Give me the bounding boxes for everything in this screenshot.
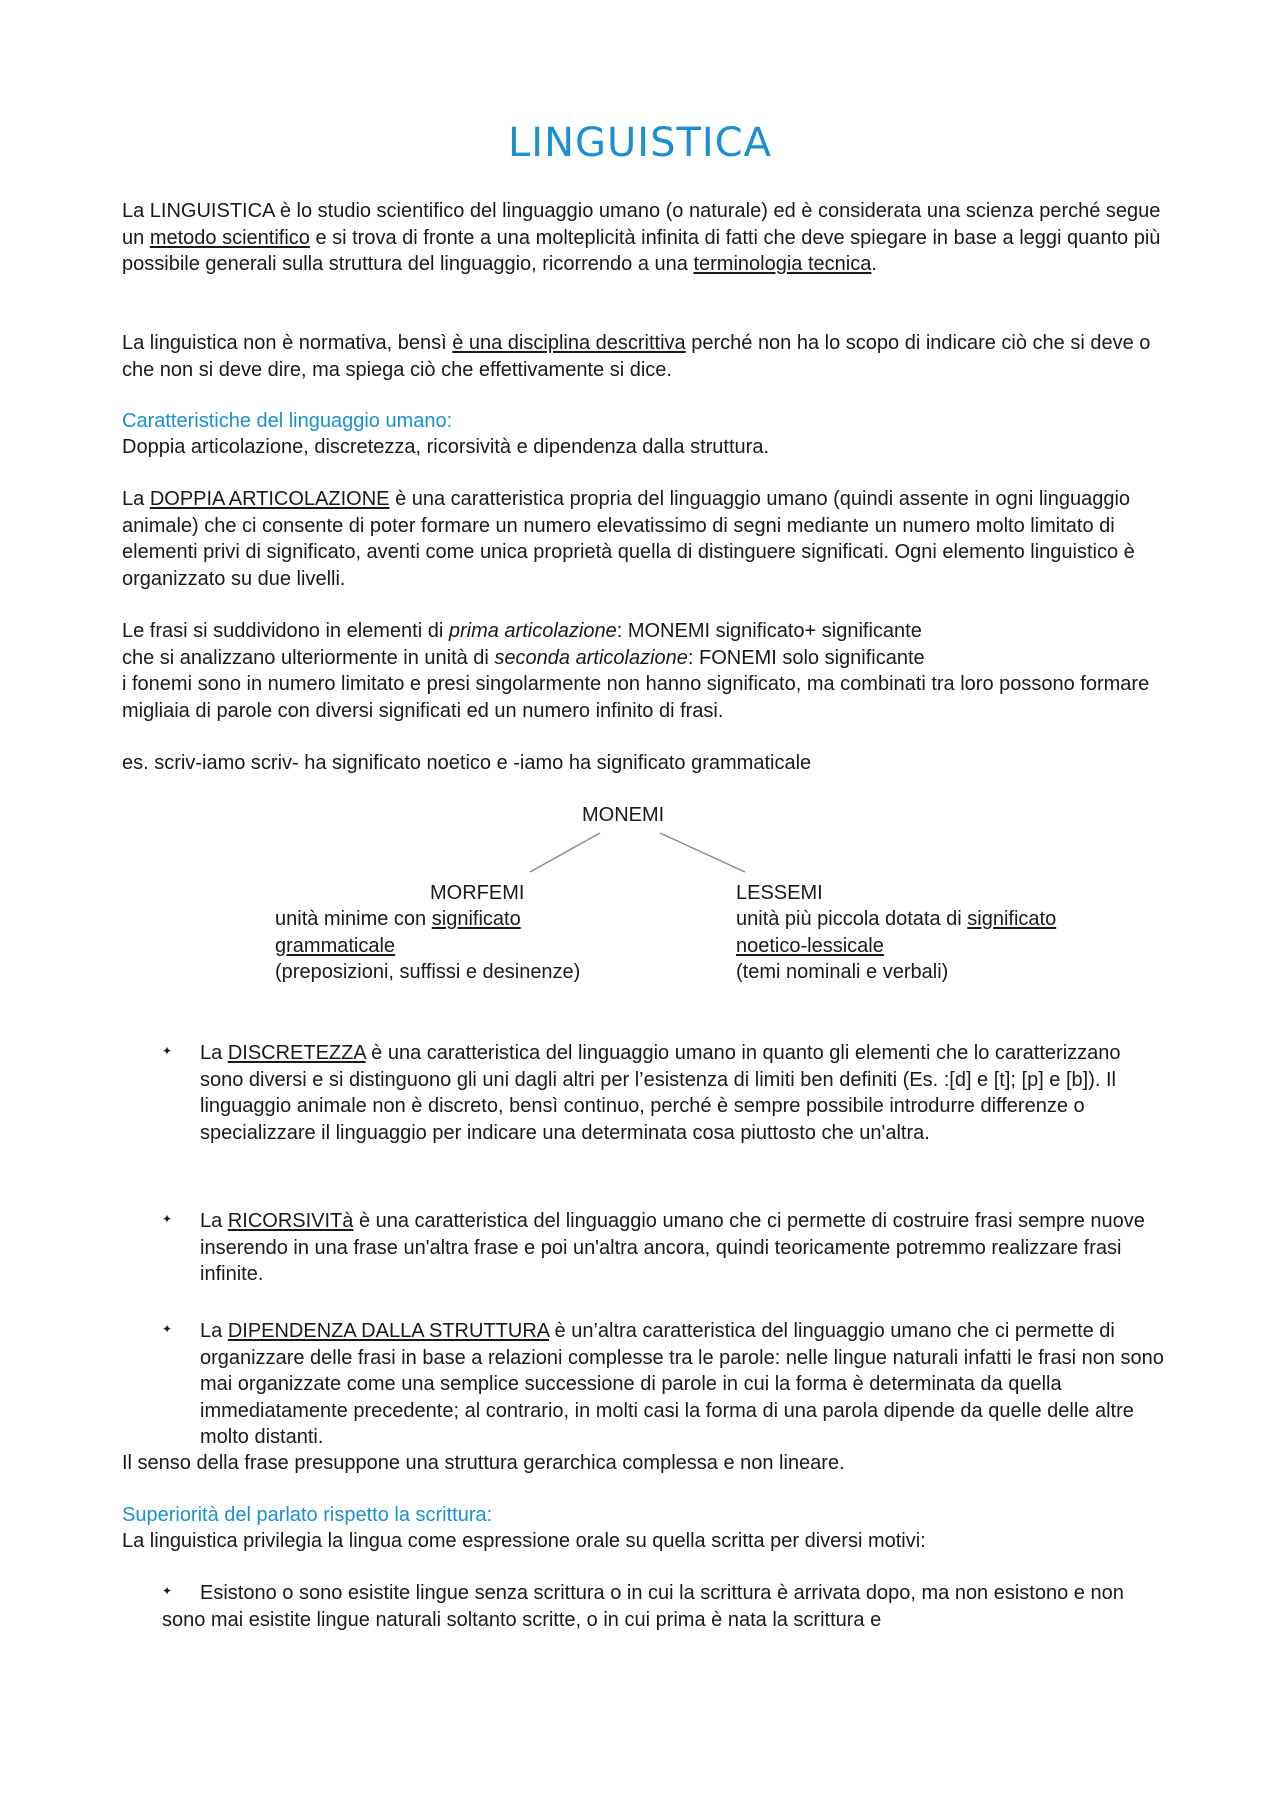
- characteristics-list: Doppia articolazione, discretezza, ricorsività e dipendenza dalla struttura.: [122, 436, 770, 458]
- bullet-dipendenza: La DIPENDENZA DALLA STRUTTURA è un’altra caratteristica del linguaggio umano che ci permette di organizzare delle frasi in base a relazioni complesse tra le parole: nelle lingue naturali infatti le frasi non sono mai organizzate come una semplice successione di parole in cui la forma è determinata da quella immediatamente precedente; al contrario, in molti casi la forma di una parola dipende da quelle delle altre molto distanti.: [200, 1320, 1164, 1448]
- bullet-icon: ✦: [162, 1322, 173, 1336]
- page-title: LINGUISTICA: [508, 120, 772, 166]
- section-heading-speech: Superiorità del parlato rispetto la scrittura:: [122, 1504, 493, 1526]
- underlined-term: DOPPIA ARTICOLAZIONE: [149, 488, 390, 510]
- underlined-term: DIPENDENZA DALLA STRUTTURA: [227, 1320, 549, 1342]
- underlined-term: terminologia tecnica: [693, 253, 872, 275]
- diagram-branch-lines: [520, 828, 760, 878]
- underlined-term: RICORSIVITà: [227, 1210, 354, 1232]
- bullet-icon: ✦: [162, 1212, 173, 1226]
- double-articulation-paragraph: La DOPPIA ARTICOLAZIONE è una caratteristica propria del linguaggio umano (quindi assente in ogni linguaggio animale) che ci consente di poter formare un numero elevatissimo di segni mediante un numero molto limitato di elementi privi di significato, aventi come unica proprietà quella di distinguere significati. Ogni elemento linguistico è organizzato su due livelli.: [122, 488, 1135, 590]
- diagram-root-label: MONEMI: [582, 804, 665, 826]
- bullet-spoken-languages: Esistono o sono esistite lingue senza scrittura o in cui la scrittura è arrivata dopo, ma non esistono e non sono mai esistite lingue naturali soltanto scritte, o in cui prima è nata la scrittura e: [162, 1582, 1124, 1631]
- hierarchy-sentence: Il senso della frase presuppone una struttura gerarchica complessa e non lineare.: [122, 1452, 845, 1474]
- morfemi-label: MORFEMI: [430, 882, 525, 904]
- articulation-paragraph: Le frasi si suddividono in elementi di prima articolazione: MONEMI significato+ significante che si analizzano ulteriormente in unità di seconda articolazione: FONEMI solo significante i fonemi sono in numero limitato e presi singolarmente non hanno significato, ma combinati tra loro possono formare migliaia di parole con diversi significati ed un numero infinito di frasi.: [122, 620, 1150, 722]
- morfemi-description: unità minime con significato grammaticale (preposizioni, suffissi e desinenze): [275, 908, 581, 983]
- bullet-icon: ✦: [162, 1044, 173, 1058]
- bullet-ricorsivita: La RICORSIVITà è una caratteristica del linguaggio umano che ci permette di costruire frasi sempre nuove inserendo in una frase un'altra frase e poi un'altra ancora, quindi teoricamente potremmo realizzare frasi infinite.: [200, 1210, 1145, 1285]
- lessemi-label: LESSEMI: [736, 882, 823, 904]
- underlined-term: è una disciplina descrittiva: [452, 332, 686, 354]
- speech-intro: La linguistica privilegia la lingua come espressione orale su quella scritta per diversi motivi:: [122, 1530, 926, 1552]
- bullet-discretezza: La DISCRETEZZA è una caratteristica del linguaggio umano in quanto gli elementi che lo caratterizzano sono diversi e si distinguono gli uni dagli altri per l’esistenza di limiti ben definiti (Es. :[d] e [t]; [p] e [b]). Il linguaggio animale non è discreto, bensì continuo, perché è sempre possibile introdurre differenze o specializzare il linguaggio per indicare una determinata cosa piuttosto che un'altra.: [200, 1042, 1121, 1144]
- right-branch-line: [660, 833, 745, 872]
- section-heading-characteristics: Caratteristiche del linguaggio umano:: [122, 410, 453, 432]
- left-branch-line: [530, 833, 600, 872]
- example-paragraph: es. scriv-iamo scriv- ha significato noetico e -iamo ha significato grammaticale: [122, 752, 812, 774]
- descriptive-paragraph: La linguistica non è normativa, bensì è una disciplina descrittiva perché non ha lo scopo di indicare ciò che si deve o che non si deve dire, ma spiega ciò che effettivamente si dice.: [122, 332, 1151, 381]
- underlined-term: DISCRETEZZA: [227, 1042, 366, 1064]
- intro-paragraph: La LINGUISTICA è lo studio scientifico del linguaggio umano (o naturale) ed è considerata una scienza perché segue un metodo scientifico e si trova di fronte a una molteplicità infinita di fatti che deve spiegare in base a leggi quanto più possibile generali sulla struttura del linguaggio, ricorrendo a una terminologia tecnica.: [122, 200, 1161, 275]
- bullet-icon: ✦: [162, 1584, 173, 1598]
- lessemi-description: unità più piccola dotata di significato noetico-lessicale (temi nominali e verbali): [736, 908, 1057, 983]
- underlined-term: metodo scientifico: [149, 226, 310, 249]
